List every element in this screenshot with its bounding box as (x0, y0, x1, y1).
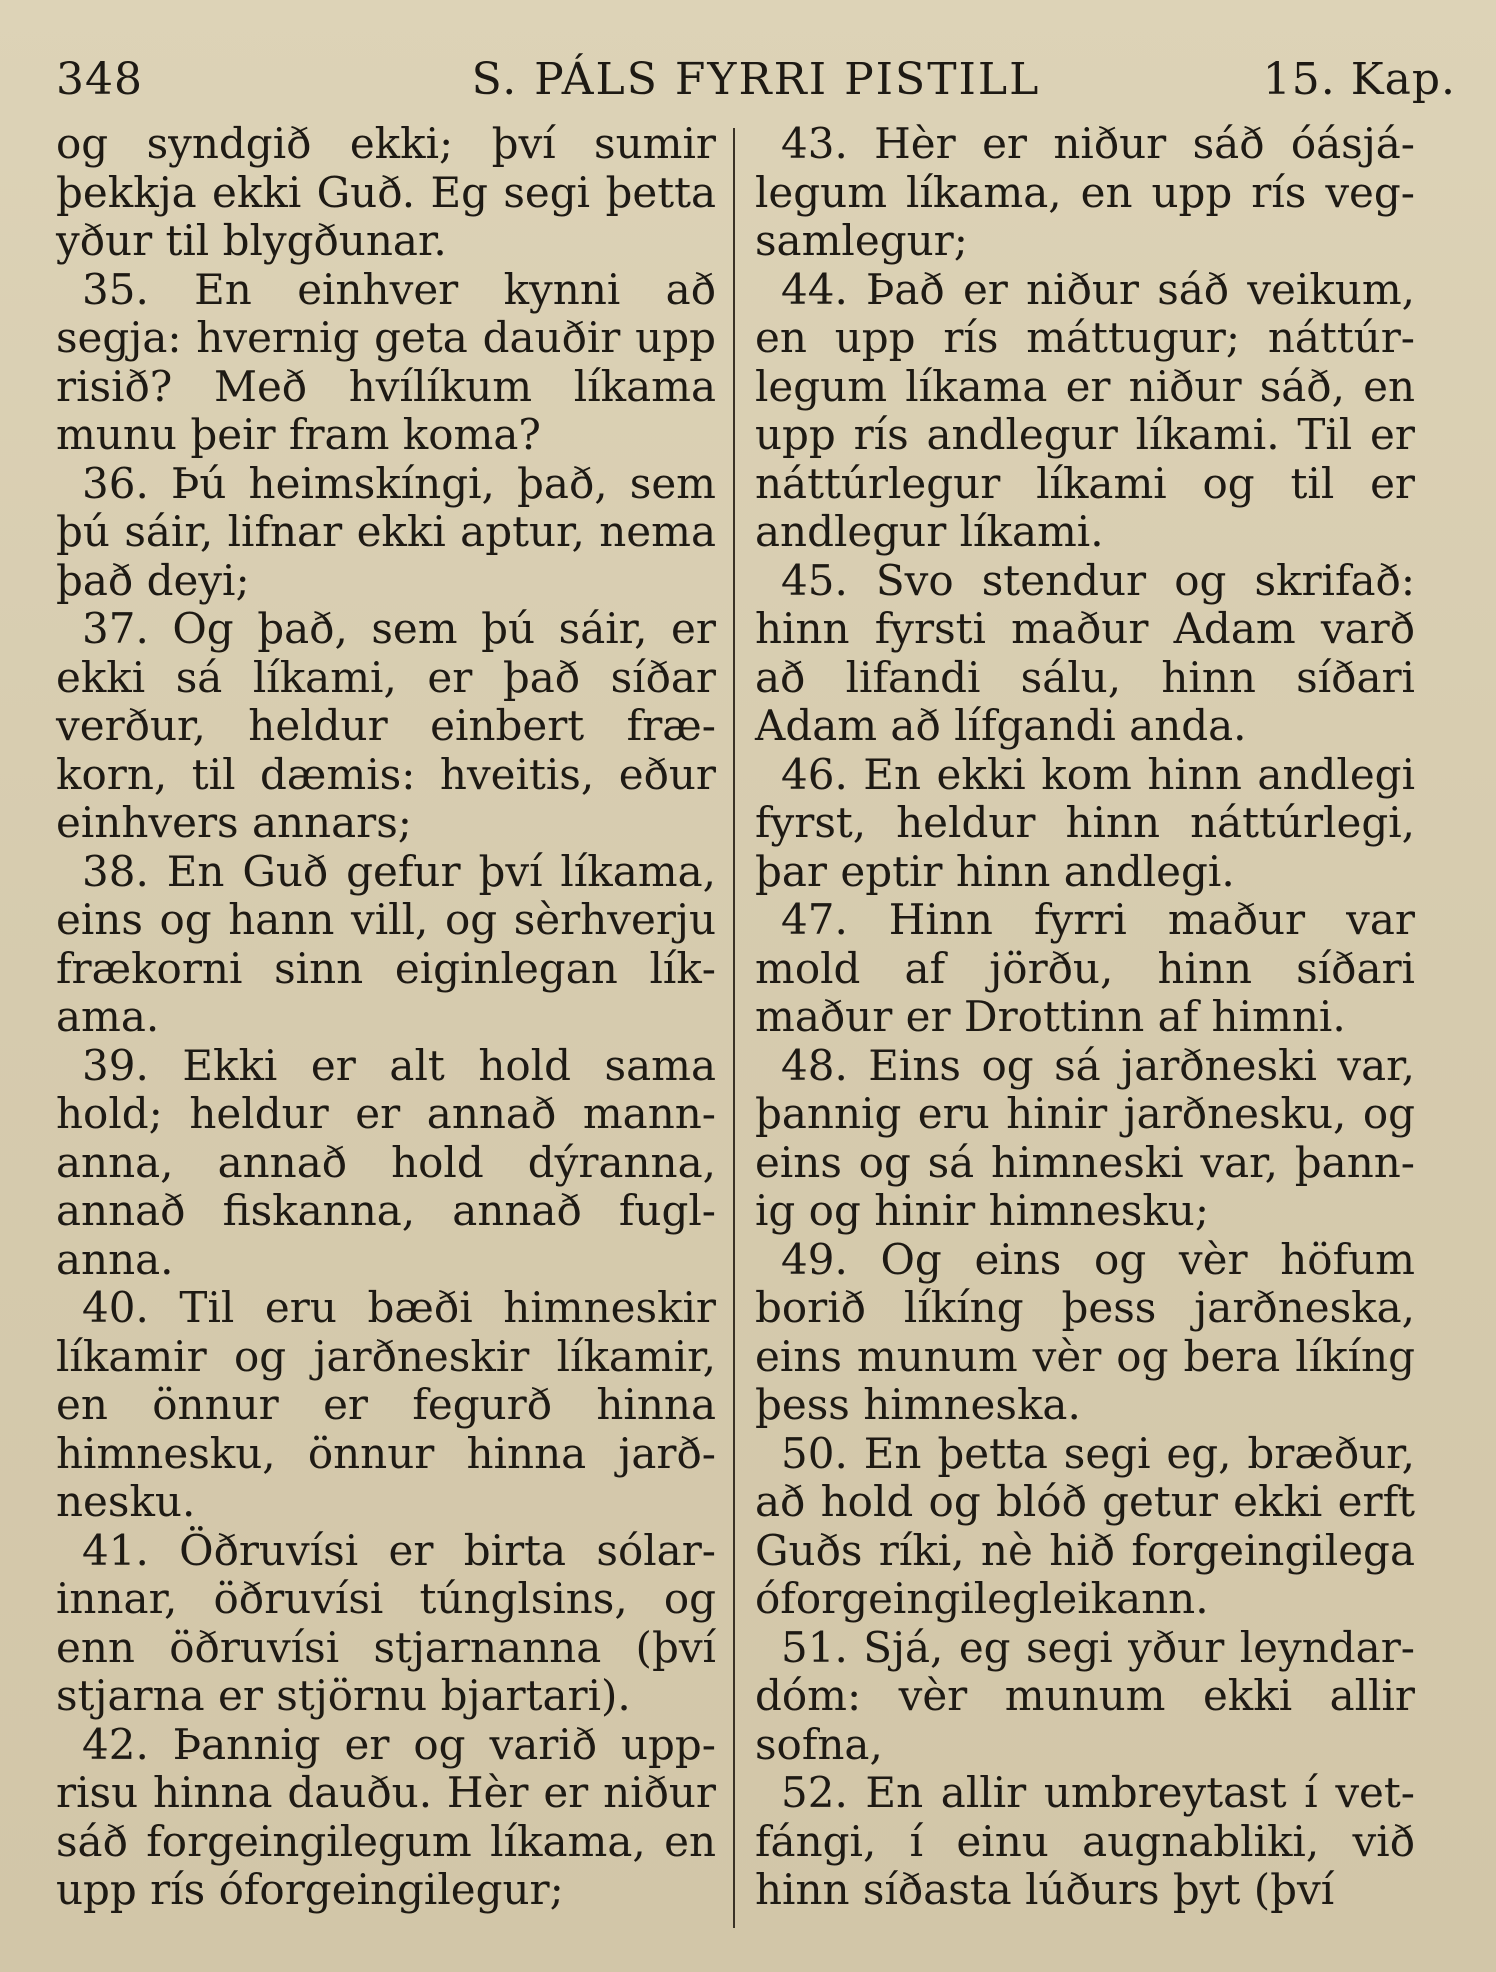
verse-paragraph: 36. Þú heimskíngi, það, sem þú sáir, lifnar ekki aptur, nema það deyi; (56, 458, 716, 605)
page-number: 348 (56, 54, 143, 105)
verse-paragraph: 40. Til eru bæði himneskir líkamir og jarðneskir líkamir, en önnur er fegurð hinna himnesku, önnur hinna jarðnesku. (56, 1283, 716, 1526)
verse-paragraph: 47. Hinn fyrri maður var mold af jörðu, hinn síðari maður er Drottinn af himni. (755, 895, 1415, 1041)
verse-paragraph: 51. Sjá, eg segi yður leyndardóm: vèr munum ekki allir sofna, (755, 1622, 1415, 1769)
verse-paragraph: 41. Öðruvísi er birta sólarinnar, öðruvísi túnglsins, og enn öðruvísi stjarnanna (því stjarna er stjörnu bjartari). (56, 1525, 716, 1720)
verse-paragraph: 48. Eins og sá jarðneski var, þannig eru hinir jarðnesku, og eins og sá himneski var, þannig og hinir himnesku; (755, 1040, 1415, 1235)
verse-paragraph: 49. Og eins og vèr höfum borið líkíng þess jarðneska, eins munum vèr og bera líkíng þess himneska. (755, 1234, 1415, 1429)
chapter-label: 15. Kap. (1262, 54, 1456, 105)
verse-paragraph: 45. Svo stendur og skrifað: hinn fyrsti maður Adam varð að lifandi sálu, hinn síðari Adam að lífgandi anda. (755, 555, 1415, 750)
running-title: S. PÁLS FYRRI PISTILL (471, 54, 1041, 105)
verse-paragraph: 44. Það er niður sáð veikum, en upp rís máttugur; náttúrlegum líkama er niður sáð, en upp rís andlegur líkami. Til er náttúrlegur líkami og til er andlegur líkami. (755, 264, 1415, 556)
right-column (755, 120, 1415, 1915)
verse-paragraph: 50. En þetta segi eg, bræður, að hold og blóð getur ekki erft Guðs ríki, nè hið forgeingilega óforgeingilegleikann. (755, 1428, 1415, 1623)
page-header (56, 52, 1456, 108)
verse-paragraph: 39. Ekki er alt hold sama hold; heldur er annað mannanna, annað hold dýranna, annað fiskanna, annað fuglanna. (56, 1040, 716, 1284)
verse-paragraph: 38. En Guð gefur því líkama, eins og hann vill, og sèrhverju frækorni sinn eiginlegan líkama. (56, 846, 716, 1041)
verse-paragraph: 43. Hèr er niður sáð óásjálegum líkama, en upp rís vegsamlegur; (755, 119, 1415, 265)
column-divider (733, 128, 735, 1928)
verse-paragraph: 42. Þannig er og varið upprisu hinna dauðu. Hèr er niður sáð forgeingilegum líkama, en upp rís óforgeingilegur; (56, 1719, 716, 1914)
left-column (56, 120, 716, 1915)
verse-paragraph: 52. En allir umbreytast í vetfángi, í einu augnabliki, við hinn síðasta lúðurs þyt (því (755, 1768, 1415, 1914)
verse-paragraph: 35. En einhver kynni að segja: hvernig geta dauðir upp risið? Með hvílíkum líkama munu þeir fram koma? (56, 264, 716, 459)
verse-paragraph: 37. Og það, sem þú sáir, er ekki sá líkami, er það síðar verður, heldur einbert frækorn, til dæmis: hveitis, eður einhvers annars; (56, 604, 716, 847)
verse-paragraph: og syndgið ekki; því sumir þekkja ekki Guð. Eg segi þetta yður til blygðunar. (56, 119, 716, 265)
verse-paragraph: 46. En ekki kom hinn andlegi fyrst, heldur hinn náttúrlegi, þar eptir hinn andlegi. (755, 749, 1415, 896)
